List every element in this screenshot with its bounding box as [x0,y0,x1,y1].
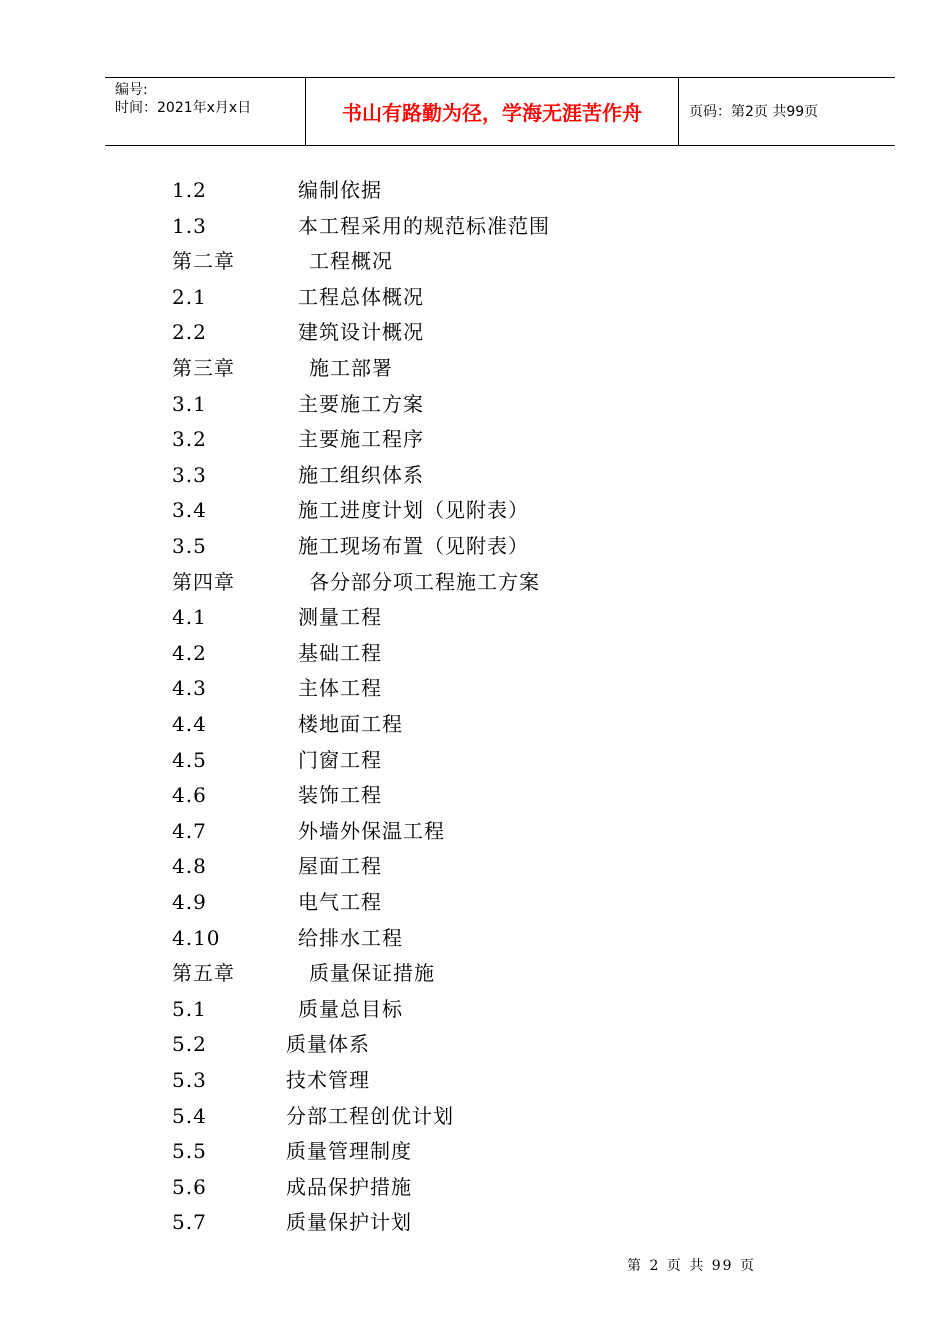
toc-entry-number: 4.2 [172,640,207,665]
toc-entry [0,638,950,668]
header-motto: 书山有路勤为径，学海无涯苦作舟 [342,101,642,125]
toc-entry [0,317,950,347]
toc-entry-number: 5.2 [172,1032,207,1057]
toc-entry [0,1207,950,1237]
toc-entry [0,602,950,632]
header-page-info: 页码：第2页 共99页 [689,104,819,120]
toc-entry-title: 本工程采用的规范标准范围 [298,213,550,238]
toc-entry-number: 3.1 [172,391,207,416]
toc-entry-title: 给排水工程 [298,925,403,950]
toc-entry-number: 5.5 [172,1139,207,1164]
toc-entry-title: 工程总体概况 [298,284,424,309]
toc-entry-number: 4.4 [172,712,207,736]
toc-entry-number: 第五章 [172,961,235,986]
toc-entry [0,816,950,846]
toc-entry [0,282,950,312]
toc-entry [0,211,950,241]
toc-entry-number: 4.3 [172,676,207,701]
toc-entry-title: 主体工程 [298,676,382,701]
toc-entry-title: 分部工程创优计划 [286,1103,454,1128]
toc-entry-title: 质量总目标 [298,996,403,1021]
toc-entry-number: 2.2 [172,320,207,345]
toc-entry-number: 1.3 [172,213,207,238]
toc-entry-number: 5.1 [172,996,207,1021]
toc-entry-title: 建筑设计概况 [298,320,424,345]
toc-entry-number: 2.1 [172,284,207,309]
header-page-cell [679,78,895,145]
toc-entry-title: 质量保护计划 [286,1210,412,1235]
toc-entry [0,958,950,988]
toc-entry [0,353,950,383]
toc-entry-title: 编制依据 [298,178,382,202]
toc-entry-number: 1.2 [172,178,207,202]
toc-entry-title: 门窗工程 [298,747,382,772]
toc-entry-number: 第三章 [172,356,235,380]
toc-entry-number: 3.3 [172,462,207,487]
toc-entry-title: 质量管理制度 [286,1139,412,1164]
toc-entry-number: 5.6 [172,1174,207,1199]
toc-entry-number: 3.4 [172,498,207,523]
toc-entry-title: 施工进度计划（见附表） [298,498,529,523]
toc-entry [0,887,950,917]
toc-entry [0,745,950,775]
toc-entry-title: 外墙外保温工程 [298,818,445,843]
page-footer: 第 2 页 共 99 页 [627,1258,756,1274]
toc-entry [0,709,950,739]
toc-entry-title: 电气工程 [298,890,382,914]
toc-entry [0,923,950,953]
toc-entry-title: 基础工程 [298,640,382,665]
toc-entry-number: 3.2 [172,427,207,452]
toc-entry-title: 施工现场布置（见附表） [298,534,529,558]
toc-entry-number: 5.7 [172,1210,207,1235]
toc-entry [0,424,950,454]
toc-entry-number: 4.8 [172,854,207,879]
toc-entry-title: 装饰工程 [298,783,382,808]
toc-entry [0,495,950,525]
toc-entry [0,994,950,1024]
toc-entry-title: 各分部分项工程施工方案 [309,569,540,594]
toc-entry-title: 质量保证措施 [309,961,435,986]
toc-entry-number: 4.7 [172,818,207,843]
toc-entry-number: 3.5 [172,534,207,558]
toc-entry-title: 测量工程 [298,605,382,630]
header-motto-cell [306,78,679,145]
document-date-label: 时间：2021年x月x日 [115,100,252,116]
toc-entry [0,246,950,276]
toc-entry [0,673,950,703]
toc-entry [0,1172,950,1202]
toc-entry-title: 主要施工方案 [298,391,424,416]
toc-entry-number: 4.1 [172,605,207,630]
header-meta-cell [105,78,306,145]
toc-entry-number: 4.5 [172,747,207,772]
toc-entry-number: 4.9 [172,890,207,914]
toc-entry [0,175,950,205]
toc-entry [0,1065,950,1095]
toc-entry-number: 5.4 [172,1103,207,1128]
toc-entry-title: 主要施工程序 [298,427,424,452]
toc-entry [0,851,950,881]
page-header [105,77,895,146]
toc-entry-title: 工程概况 [309,249,393,274]
toc-entry-title: 施工组织体系 [298,462,424,487]
toc-entry [0,780,950,810]
toc-entry [0,1101,950,1131]
toc-entry [0,1029,950,1059]
toc-entry-number: 第二章 [172,249,235,274]
toc-entry [0,460,950,490]
toc-entry-number: 5.3 [172,1068,207,1092]
toc-entry [0,1136,950,1166]
toc-entry [0,567,950,597]
toc-entry-number: 第四章 [172,569,235,594]
toc-entry [0,389,950,419]
document-number-label: 编号: [115,82,148,98]
toc-entry-title: 屋面工程 [298,854,382,879]
toc-entry-number: 4.10 [172,925,221,950]
toc-entry-title: 技术管理 [286,1068,370,1092]
toc-entry-title: 质量体系 [286,1032,370,1057]
toc-entry-number: 4.6 [172,783,207,808]
toc-entry-title: 施工部署 [309,356,393,380]
toc-entry-title: 楼地面工程 [298,712,403,736]
toc-entry [0,531,950,561]
toc-entry-title: 成品保护措施 [286,1174,412,1199]
